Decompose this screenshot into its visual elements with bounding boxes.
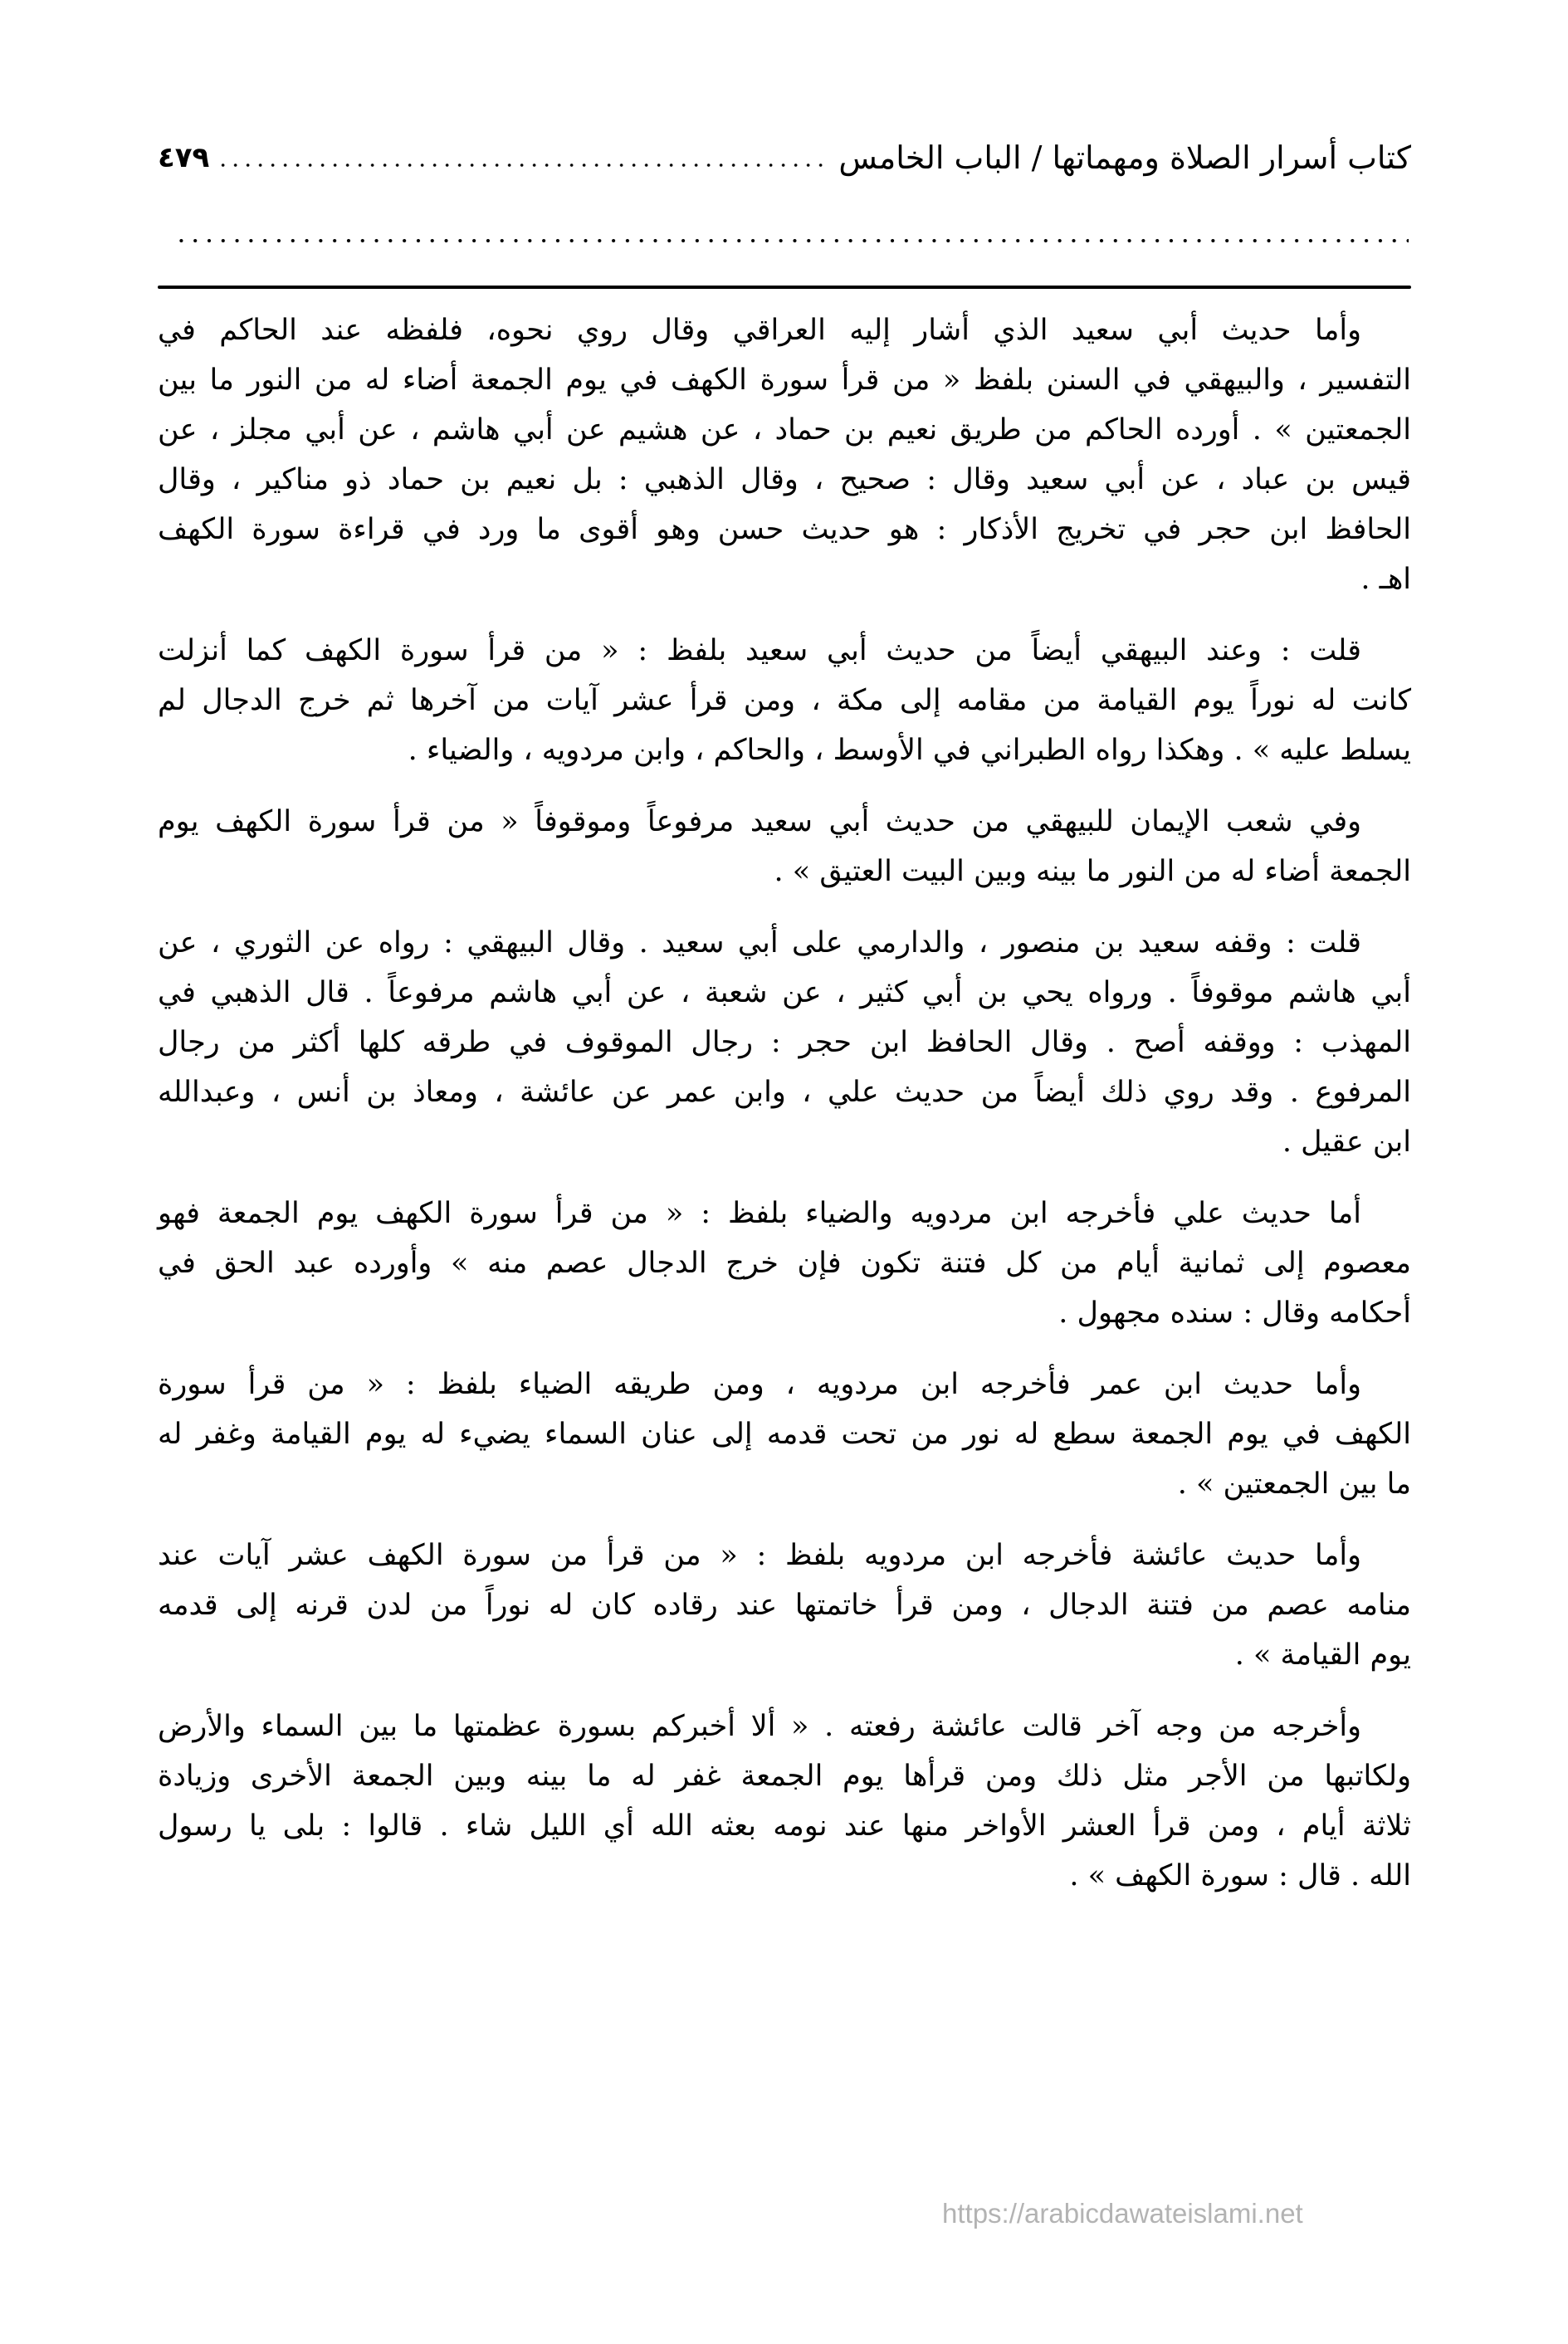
paragraph	[158, 918, 1411, 1167]
text-line: وأما حديث عائشة فأخرجه ابن مردويه بلفظ : « من قرأ من سورة الكهف عشر آيات عند	[158, 1539, 1361, 1572]
watermark-url: https://arabicdawateislami.net	[942, 2198, 1303, 2229]
text-line: قيس بن عباد ، عن أبي سعيد وقال : صحيح ، وقال الذهبي : بل نعيم بن حماد ذو مناكير ، وقال	[158, 463, 1411, 496]
text-line: قلت : وعند البيهقي أيضاً من حديث أبي سعيد بلفظ : « من قرأ سورة الكهف كما أنزلت	[158, 634, 1361, 667]
text-line: الحافظ ابن حجر في تخريج الأذكار : هو حديث حسن وهو أقوى ما ورد في قراءة سورة الكهف	[158, 513, 1411, 546]
text-line: يسلط عليه » . وهكذا رواه الطبراني في الأوسط ، والحاكم ، وابن مردويه ، والضياء .	[408, 734, 1411, 767]
text-line: وأما حديث ابن عمر فأخرجه ابن مردويه ، ومن طريقه الضياء بلفظ : « من قرأ سورة	[158, 1368, 1361, 1401]
paragraph	[158, 305, 1411, 604]
paragraph	[158, 797, 1411, 896]
text-line: منامه عصم من فتنة الدجال ، ومن قرأ خاتمتها عند رقاده كان له نوراً من لدن قرنه إلى قدمه	[158, 1589, 1411, 1622]
paragraph	[158, 1702, 1411, 1901]
header-rule	[158, 286, 1411, 289]
running-header	[158, 133, 1411, 183]
text-line: التفسير ، والبيهقي في السنن بلفظ « من قرأ سورة الكهف في يوم الجمعة أضاء له من النور ما بين	[158, 364, 1411, 397]
text-line: يوم القيامة » .	[1234, 1638, 1411, 1672]
text-line: المرفوع . وقد روي ذلك أيضاً من حديث علي ، وابن عمر عن عائشة ، ومعاذ بن أنس ، وعبدالله	[158, 1076, 1411, 1109]
text-line: اهـ .	[1360, 563, 1411, 596]
text-line: ولكاتبها من الأجر مثل ذلك ومن قرأها يوم الجمعة غفر له ما بينه وبين الجمعة الأخرى وزيادة	[158, 1760, 1411, 1793]
text-line: ما بين الجمعتين » .	[1177, 1467, 1411, 1501]
page-number: ٤٧٩	[158, 141, 210, 174]
text-line: معصوم إلى ثمانية أيام من كل فتنة تكون فإن خرج الدجال عصم منه » وأورده عبد الحق في	[158, 1247, 1411, 1280]
paragraph	[158, 1531, 1411, 1680]
text-line: الجمعتين » . أورده الحاكم من طريق نعيم بن حماد ، عن هشيم عن أبي هاشم ، عن أبي مجلز ، عن	[158, 413, 1411, 447]
text-line: وفي شعب الإيمان للبيهقي من حديث أبي سعيد مرفوعاً وموقوفاً « من قرأ سورة الكهف يوم	[158, 805, 1361, 838]
running-title: كتاب أسرار الصلاة ومهماتها / الباب الخامس	[838, 139, 1411, 176]
text-line: المهذب : ووقفه أصح . وقال الحافظ ابن حجر : رجال الموقوف في طرقه كلها أكثر من رجال	[158, 1026, 1411, 1059]
text-line: وأخرجه من وجه آخر قالت عائشة رفعته . « ألا أخبركم بسورة عظمتها ما بين السماء والأرض	[158, 1710, 1361, 1743]
text-line: قلت : وقفه سعيد بن منصور ، والدارمي على أبي سعيد . وقال البيهقي : رواه عن الثوري ، عن	[158, 926, 1361, 960]
text-line: وأما حديث أبي سعيد الذي أشار إليه العراقي وقال روي نحوه، فلفظه عند الحاكم في	[158, 314, 1361, 347]
paragraph	[158, 1360, 1411, 1509]
text-line: الله . قال : سورة الكهف » .	[1069, 1859, 1411, 1892]
text-line: ثلاثة أيام ، ومن قرأ العشر الأواخر منها عند نومه بعثه الله أي الليل شاء . قالوا : بلى يا رسول	[158, 1809, 1411, 1843]
body-text	[158, 305, 1411, 1922]
text-line: الجمعة أضاء له من النور ما بينه وبين البيت العتيق » .	[774, 855, 1411, 888]
text-line: ابن عقيل .	[1282, 1126, 1411, 1159]
text-line: الكهف في يوم الجمعة سطع له نور من تحت قدمه إلى عنان السماء يضيء له يوم القيامة وغفر له	[158, 1418, 1411, 1451]
paragraph	[158, 626, 1411, 775]
text-line: كانت له نوراً يوم القيامة من مقامه إلى مكة ، ومن قرأ عشر آيات من آخرها ثم خرج الدجال لم	[158, 684, 1411, 717]
paragraph	[158, 1189, 1411, 1338]
text-line: أحكامه وقال : سنده مجهول .	[1058, 1297, 1411, 1330]
text-line: أبي هاشم موقوفاً . ورواه يحي بن أبي كثير ، عن شعبة ، عن أبي هاشم مرفوعاً . قال الذهبي في	[158, 976, 1411, 1009]
dotted-separator	[174, 238, 1409, 243]
leader-dots	[221, 164, 827, 167]
text-line: أما حديث علي فأخرجه ابن مردويه والضياء بلفظ : « من قرأ سورة الكهف يوم الجمعة فهو	[158, 1197, 1361, 1230]
